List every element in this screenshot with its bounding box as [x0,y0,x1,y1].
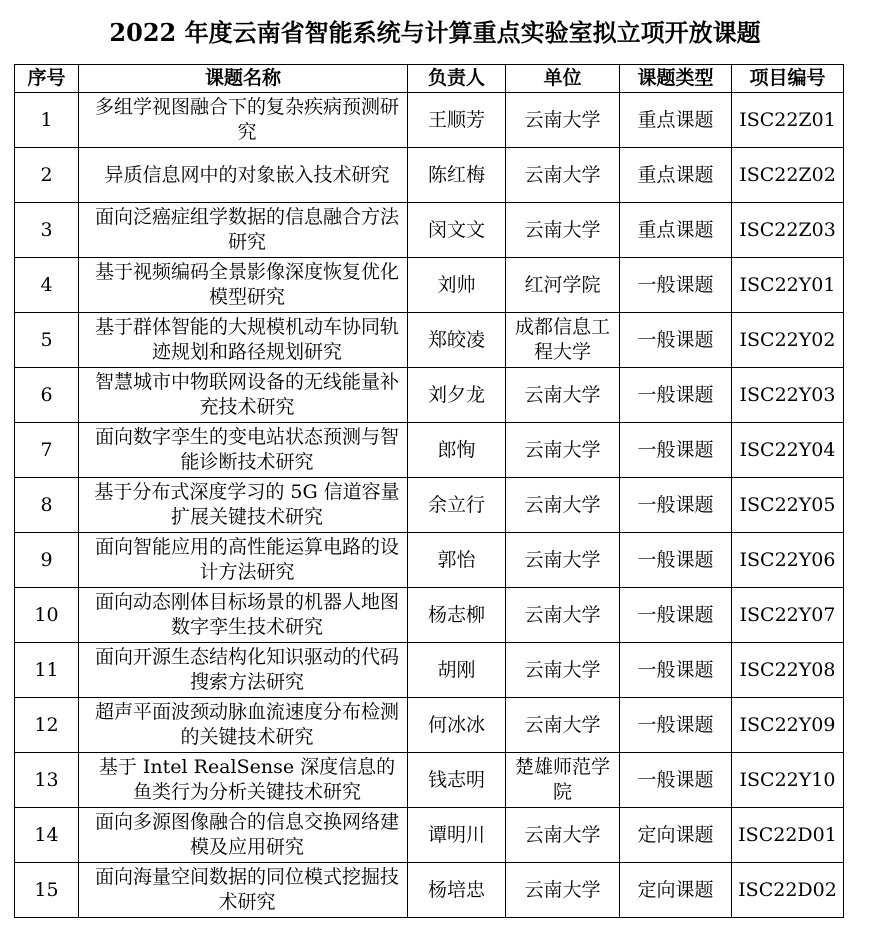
cell-code: ISC22Z01 [732,93,844,148]
cell-type: 一般课题 [620,533,732,588]
cell-type: 重点课题 [620,203,732,258]
header-row [15,65,844,93]
cell-code: ISC22D02 [732,863,844,918]
cell-topic: 面向数字孪生的变电站状态预测与智能诊断技术研究 [79,423,408,478]
cell-leader: 杨志柳 [408,588,506,643]
table-row [15,93,844,148]
cell-type: 重点课题 [620,148,732,203]
cell-type: 一般课题 [620,698,732,753]
table-row [15,753,844,808]
table-row [15,808,844,863]
cell-code: ISC22D01 [732,808,844,863]
cell-no: 9 [15,533,79,588]
header-topic: 课题名称 [79,65,408,93]
table-row [15,533,844,588]
cell-unit: 云南大学 [506,93,620,148]
cell-no: 1 [15,93,79,148]
cell-no: 11 [15,643,79,698]
projects-table [14,64,844,918]
cell-code: ISC22Y02 [732,313,844,368]
cell-topic: 面向动态刚体目标场景的机器人地图数字孪生技术研究 [79,588,408,643]
cell-unit: 红河学院 [506,258,620,313]
cell-leader: 余立行 [408,478,506,533]
cell-unit: 云南大学 [506,423,620,478]
cell-unit: 云南大学 [506,368,620,423]
cell-unit: 云南大学 [506,148,620,203]
cell-type: 一般课题 [620,588,732,643]
table-row [15,313,844,368]
cell-leader: 郭怡 [408,533,506,588]
cell-no: 4 [15,258,79,313]
cell-topic: 智慧城市中物联网设备的无线能量补充技术研究 [79,368,408,423]
cell-code: ISC22Y08 [732,643,844,698]
cell-no: 7 [15,423,79,478]
cell-code: ISC22Y05 [732,478,844,533]
cell-leader: 王顺芳 [408,93,506,148]
cell-topic: 面向泛癌症组学数据的信息融合方法研究 [79,203,408,258]
cell-topic: 基于群体智能的大规模机动车协同轨迹规划和路径规划研究 [79,313,408,368]
cell-type: 一般课题 [620,753,732,808]
table-row [15,478,844,533]
cell-type: 一般课题 [620,258,732,313]
cell-type: 定向课题 [620,808,732,863]
cell-no: 2 [15,148,79,203]
cell-topic: 基于视频编码全景影像深度恢复优化模型研究 [79,258,408,313]
table-row [15,258,844,313]
cell-unit: 成都信息工程大学 [506,313,620,368]
cell-code: ISC22Z02 [732,148,844,203]
header-no: 序号 [15,65,79,93]
cell-topic: 超声平面波颈动脉血流速度分布检测的关键技术研究 [79,698,408,753]
cell-code: ISC22Y04 [732,423,844,478]
cell-unit: 云南大学 [506,478,620,533]
cell-topic: 多组学视图融合下的复杂疾病预测研究 [79,93,408,148]
cell-unit: 云南大学 [506,643,620,698]
header-unit: 单位 [506,65,620,93]
cell-leader: 陈红梅 [408,148,506,203]
cell-code: ISC22Y07 [732,588,844,643]
cell-type: 一般课题 [620,368,732,423]
cell-leader: 钱志明 [408,753,506,808]
header-code: 项目编号 [732,65,844,93]
cell-no: 3 [15,203,79,258]
table-row [15,368,844,423]
cell-no: 15 [15,863,79,918]
table-row [15,643,844,698]
cell-topic: 基于分布式深度学习的 5G 信道容量扩展关键技术研究 [79,478,408,533]
table-header [15,65,844,93]
cell-leader: 刘夕龙 [408,368,506,423]
cell-no: 13 [15,753,79,808]
table-body [15,93,844,918]
table-row [15,863,844,918]
cell-code: ISC22Z03 [732,203,844,258]
cell-unit: 云南大学 [506,863,620,918]
cell-unit: 云南大学 [506,588,620,643]
cell-unit: 云南大学 [506,808,620,863]
cell-unit: 云南大学 [506,533,620,588]
cell-leader: 谭明川 [408,808,506,863]
cell-topic: 面向海量空间数据的同位模式挖掘技术研究 [79,863,408,918]
cell-no: 8 [15,478,79,533]
document-title: 2022 年度云南省智能系统与计算重点实验室拟立项开放课题 [109,18,761,47]
cell-leader: 刘帅 [408,258,506,313]
cell-type: 一般课题 [620,313,732,368]
cell-unit: 云南大学 [506,203,620,258]
cell-no: 12 [15,698,79,753]
cell-leader: 郎恂 [408,423,506,478]
cell-topic: 面向多源图像融合的信息交换网络建模及应用研究 [79,808,408,863]
cell-type: 定向课题 [620,863,732,918]
header-type: 课题类型 [620,65,732,93]
cell-leader: 郑皎凌 [408,313,506,368]
cell-leader: 何冰冰 [408,698,506,753]
cell-type: 一般课题 [620,643,732,698]
table-row [15,148,844,203]
cell-leader: 胡刚 [408,643,506,698]
cell-code: ISC22Y10 [732,753,844,808]
cell-topic: 面向开源生态结构化知识驱动的代码搜索方法研究 [79,643,408,698]
table-row [15,423,844,478]
cell-code: ISC22Y06 [732,533,844,588]
table-row [15,588,844,643]
cell-unit: 云南大学 [506,698,620,753]
cell-unit: 楚雄师范学院 [506,753,620,808]
table-row [15,698,844,753]
cell-topic: 异质信息网中的对象嵌入技术研究 [79,148,408,203]
cell-leader: 闵文文 [408,203,506,258]
cell-type: 一般课题 [620,423,732,478]
cell-no: 10 [15,588,79,643]
cell-topic: 基于 Intel RealSense 深度信息的鱼类行为分析关键技术研究 [79,753,408,808]
cell-no: 14 [15,808,79,863]
header-leader: 负责人 [408,65,506,93]
cell-code: ISC22Y09 [732,698,844,753]
table-row [15,203,844,258]
cell-type: 重点课题 [620,93,732,148]
cell-no: 6 [15,368,79,423]
cell-no: 5 [15,313,79,368]
cell-topic: 面向智能应用的高性能运算电路的设计方法研究 [79,533,408,588]
cell-code: ISC22Y03 [732,368,844,423]
cell-leader: 杨培忠 [408,863,506,918]
cell-code: ISC22Y01 [732,258,844,313]
cell-type: 一般课题 [620,478,732,533]
